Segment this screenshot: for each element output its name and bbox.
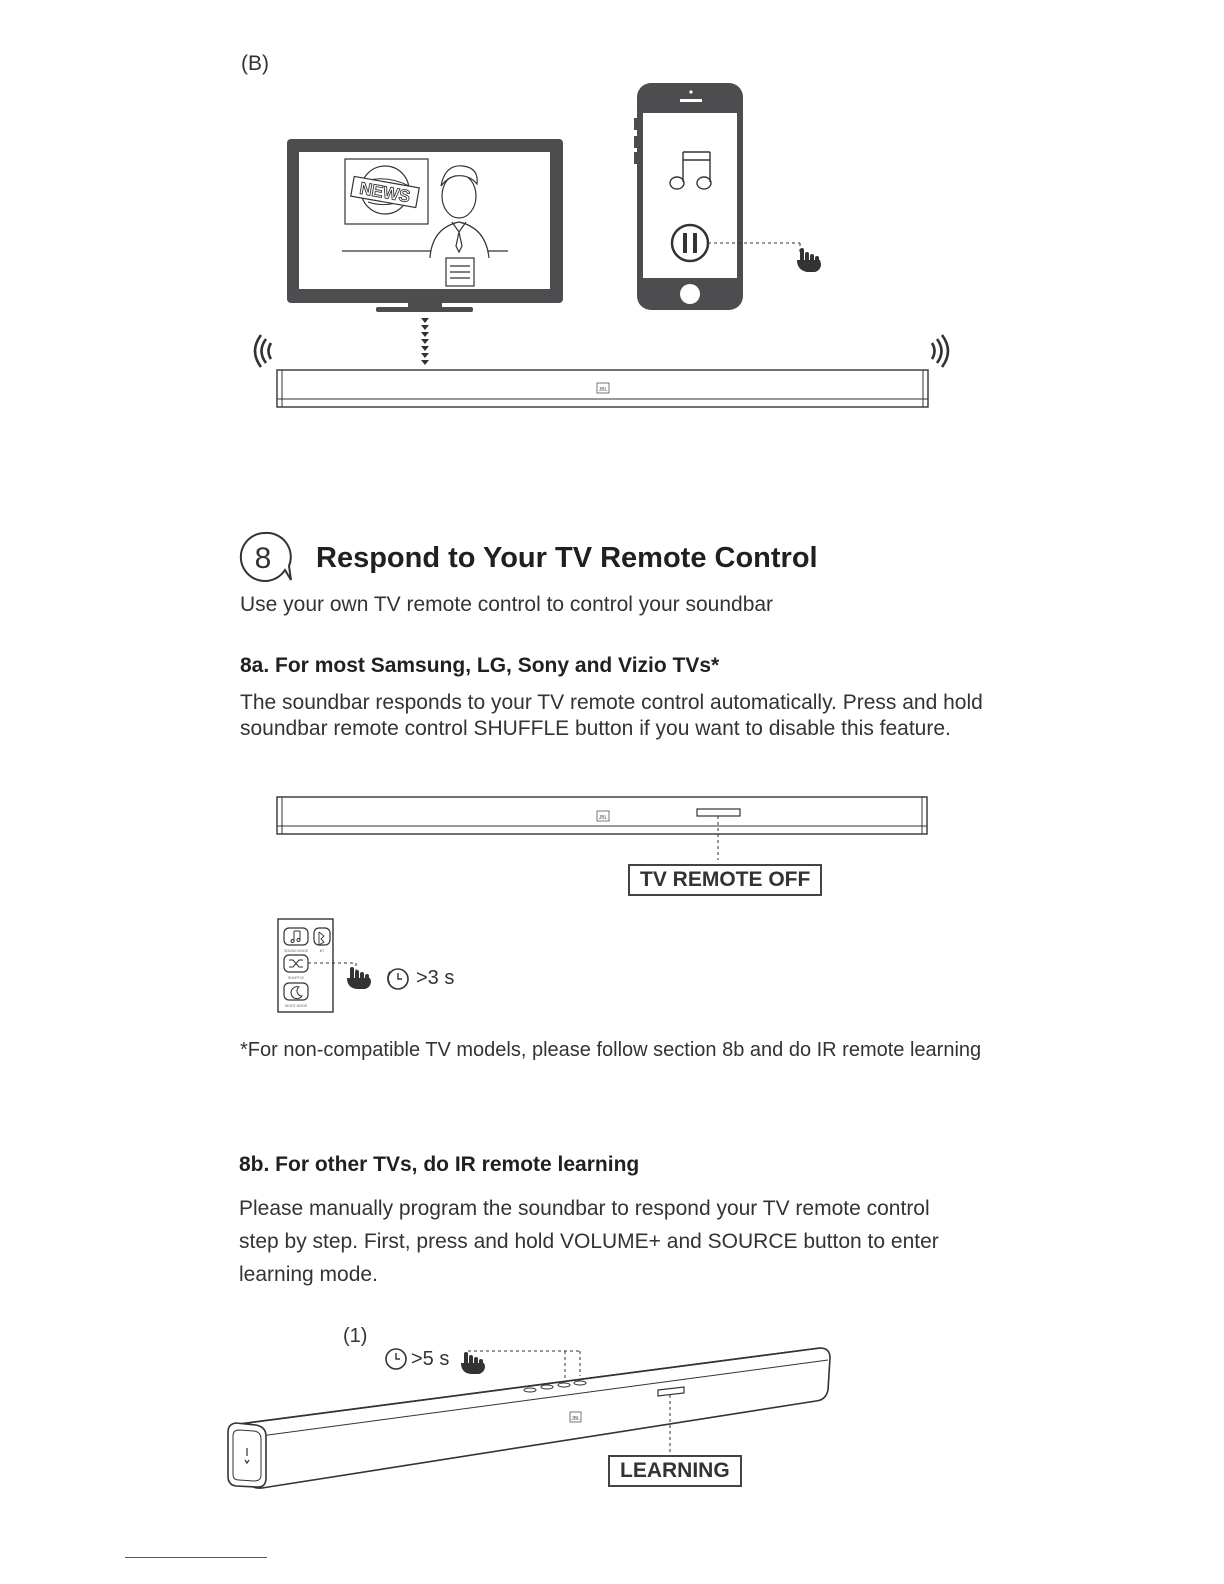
sound-wave-right-icon xyxy=(932,335,948,367)
remote-control-illustration xyxy=(270,912,390,1020)
soundbar-front-b xyxy=(277,370,928,407)
soundbar-logo: JBL xyxy=(598,387,608,393)
section-heading xyxy=(238,530,818,586)
step-label: (1) xyxy=(343,1325,368,1347)
soundbar-front-8a xyxy=(0,780,1224,860)
display-label-learning: LEARNING xyxy=(608,1455,742,1487)
remote-button-label: SOUND MODE xyxy=(283,949,309,953)
hold-duration-8b: >5 s xyxy=(411,1348,450,1370)
hand-press-icon xyxy=(461,1352,485,1374)
remote-button-label: NIGHT MODE xyxy=(284,1004,308,1008)
body-line: soundbar remote control SHUFFLE button if you want to disable this feature. xyxy=(240,717,951,740)
body-line: Please manually program the soundbar to respond your TV remote control xyxy=(239,1197,930,1220)
figure-label: (B) xyxy=(241,52,269,75)
phone-illustration xyxy=(634,83,743,310)
display-label-tv-remote-off: TV REMOTE OFF xyxy=(628,864,822,896)
step-number: 8 xyxy=(254,542,272,575)
body-line: The soundbar responds to your TV remote control automatically. Press and hold xyxy=(240,691,983,714)
section-title: Respond to Your TV Remote Control xyxy=(316,541,818,574)
bluetooth-button[interactable] xyxy=(314,928,330,945)
sound-wave-left-icon xyxy=(255,335,271,367)
soundbar-logo: JBL xyxy=(571,1416,580,1422)
soundbar-logo: JBL xyxy=(598,815,608,821)
figure-b-illustration xyxy=(0,0,1224,440)
step-number-badge xyxy=(238,530,294,586)
remote-button-label: SHUFFLE xyxy=(288,976,304,980)
body-line: learning mode. xyxy=(239,1263,378,1286)
subsection-8a-heading: 8a. For most Samsung, LG, Sony and Vizio TVs* xyxy=(240,654,720,677)
body-line: step by step. First, press and hold VOLUME+ and SOURCE button to enter xyxy=(239,1230,939,1253)
signal-arrows xyxy=(421,318,429,365)
footnote: *For non-compatible TV models, please follow section 8b and do IR remote learning xyxy=(240,1039,982,1061)
hold-duration-8a: >3 s xyxy=(416,967,455,989)
soundbar-display xyxy=(697,809,740,816)
section-intro: Use your own TV remote control to control your soundbar xyxy=(240,593,774,616)
subsection-8a-body xyxy=(240,690,983,742)
news-text: NEWS xyxy=(358,178,412,207)
pause-icon xyxy=(672,225,708,261)
hand-press-icon xyxy=(797,248,821,272)
footer-rule xyxy=(125,1557,267,1558)
source-button[interactable] xyxy=(574,1381,586,1385)
volume-plus-button[interactable] xyxy=(558,1383,570,1387)
tv-illustration xyxy=(287,139,563,312)
night-mode-button[interactable] xyxy=(284,983,308,1000)
subsection-8b-heading: 8b. For other TVs, do IR remote learning xyxy=(239,1153,640,1176)
hand-press-icon xyxy=(347,967,371,989)
soundbar-top-button[interactable] xyxy=(524,1388,536,1392)
remote-button-label: BT xyxy=(319,949,325,953)
soundbar-top-button[interactable] xyxy=(541,1385,553,1389)
subsection-8b-body xyxy=(239,1192,939,1291)
clock-icon xyxy=(385,966,411,992)
clock-icon xyxy=(386,1349,406,1369)
